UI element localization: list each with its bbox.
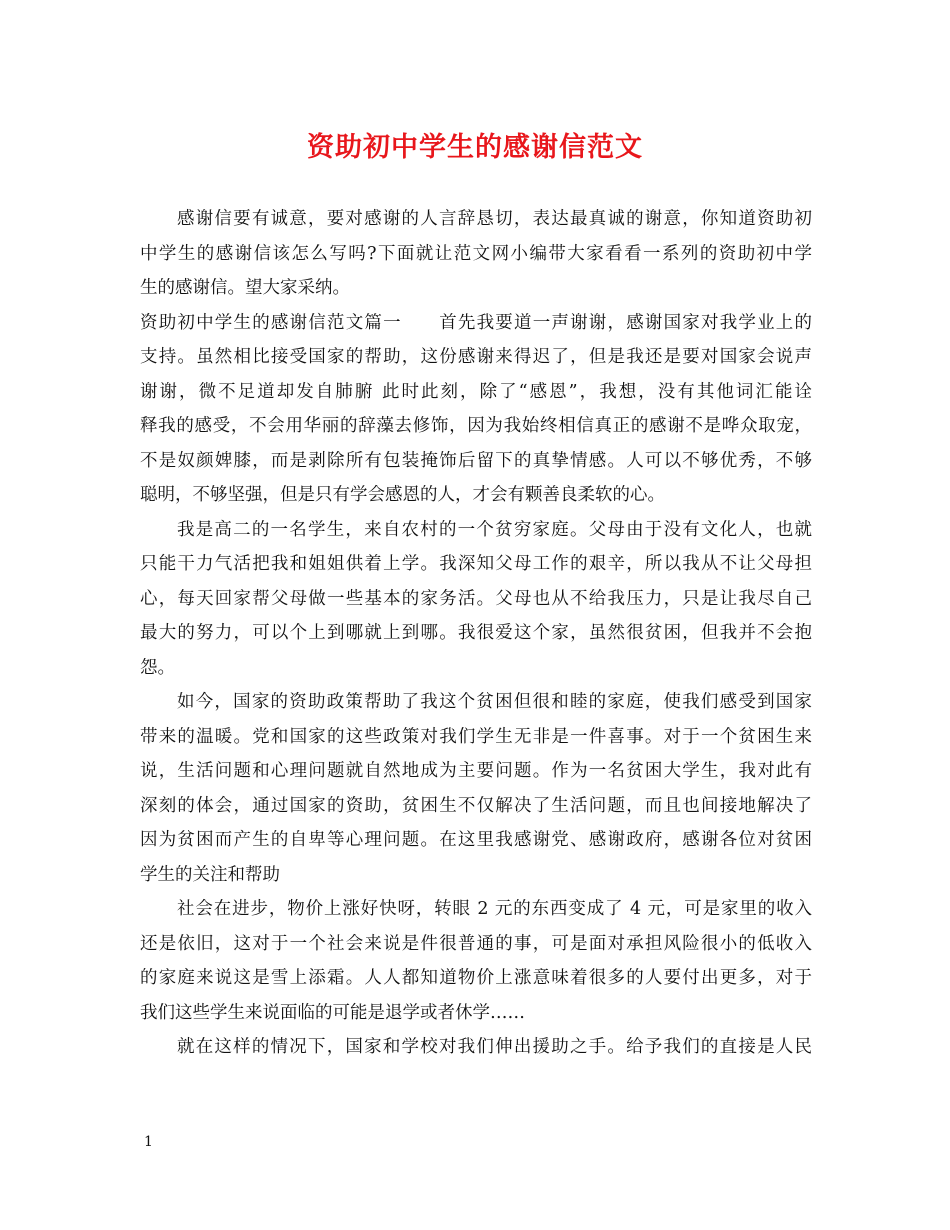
page-number: 1 — [144, 1134, 153, 1150]
text-line: 生的感谢信。望大家采纳。 — [140, 278, 350, 298]
text-line: 聪明，不够坚强，但是只有学会感恩的人，才会有颗善良柔软的心。 — [140, 485, 665, 505]
text-line: 只能干力气活把我和姐姐供着上学。我深知父母工作的艰辛，所以我从不让父母担 — [140, 554, 812, 574]
text-line: 的家庭来说这是雪上添霜。人人都知道物价上涨意味着很多的人要付出更多，对于 — [140, 968, 812, 988]
text-line: 资助初中学生的感谢信范文篇一 首先我要道一声谢谢，感谢国家对我学业上的 — [140, 312, 812, 333]
text-line: 最大的努力，可以个上到哪就上到哪。我很爱这个家，虽然很贫困，但我并不会抱 — [140, 623, 812, 643]
text-line: 心，每天回家帮父母做一些基本的家务活。父母也从不给我压力，只是让我尽自己 — [140, 588, 812, 609]
text-line: 深刻的体会，通过国家的资助，贫困生不仅解决了生活问题，而且也间接地解决了 — [140, 795, 812, 816]
text-line: 感谢信要有诚意，要对感谢的人言辞恳切，表达最真诚的谢意，你知道资助初 — [177, 209, 812, 229]
text-line: 学生的关注和帮助 — [140, 864, 280, 885]
text-line: 我是高二的一名学生，来自农村的一个贫穷家庭。父母由于没有文化人，也就 — [177, 519, 812, 540]
text-line: 支持。虽然相比接受国家的帮助，这份感谢来得迟了，但是我还是要对国家会说声 — [140, 347, 812, 367]
text-line: 中学生的感谢信该怎么写吗?下面就让范文网小编带大家看看一系列的资助初中学 — [140, 243, 812, 264]
text-line: 如今，国家的资助政策帮助了我这个贫困但很和睦的家庭，使我们感受到国家 — [177, 692, 812, 712]
text-line: 还是依旧，这对于一个社会来说是件很普通的事，可是面对承担风险很小的低收入 — [140, 933, 812, 954]
text-line: 社会在进步，物价上涨好快呀，转眼 2 元的东西变成了 4 元，可是家里的收入 — [177, 899, 812, 919]
text-line: 就在这样的情况下，国家和学校对我们伸出援助之手。给予我们的直接是人民 — [177, 1037, 812, 1057]
text-line: 我们这些学生来说面临的可能是退学或者休学…… — [140, 1002, 525, 1023]
text-line: 因为贫困而产生的自卑等心理问题。在这里我感谢党、感谢政府，感谢各位对贫困 — [140, 830, 812, 850]
text-line: 谢谢，微不足道却发自肺腑 此时此刻，除了“感恩”，我想，没有其他词汇能诠 — [140, 381, 812, 402]
document-body — [140, 202, 812, 1065]
document-title: 资助初中学生的感谢信范文 — [307, 132, 643, 163]
text-line: 怨。 — [140, 657, 175, 678]
text-line: 释我的感受，不会用华丽的辞藻去修饰，因为我始终相信真正的感谢不是哗众取宠， — [140, 416, 812, 436]
text-line: 不是奴颜婢膝，而是剥除所有包装掩饰后留下的真挚情感。人可以不够优秀，不够 — [140, 450, 812, 471]
text-line: 说，生活问题和心理问题就自然地成为主要问题。作为一名贫困大学生，我对此有 — [140, 761, 812, 781]
text-line: 带来的温暖。党和国家的这些政策对我们学生无非是一件喜事。对于一个贫困生来 — [140, 726, 812, 747]
